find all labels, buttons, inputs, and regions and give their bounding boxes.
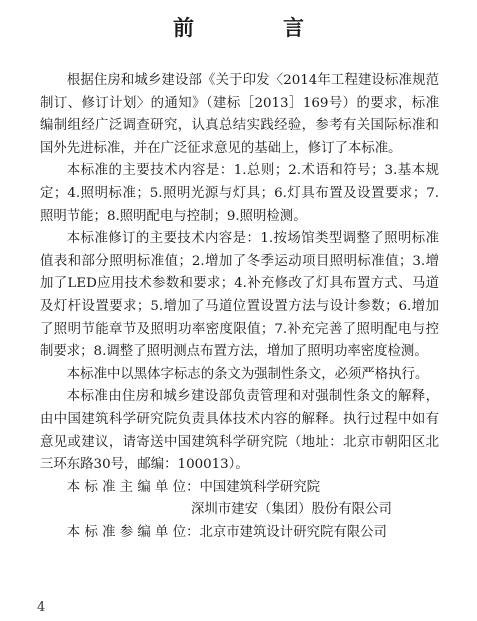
paragraph-basis: 根据住房和城乡建设部《关于印发〈2014年工程建设标准规范制订、修订计划〉的通知》（建标［2013］169号）的要求，标准编制组经广泛调查研究，认真总结实践经验，参考有关国际标准和国外先进标准，并在广泛征求意见的基础上，修订了本标准。 [40,73,439,156]
paragraph-revision-content: 本标准修订的主要技术内容是：1.按场馆类型调整了照明标准值表和部分照明标准值；2.增加了冬季运动项目照明标准值；3.增加了LED应用技术参数和要求；4.补充修改了灯具布置方式、马道及灯杆设置要求；5.增加了马道位置设置方法与设计参数；6.增加了照明节能章节及照明功率密度限值；7.补充完善了照明配电与控制要求；8.调整了照明测点布置方法，增加了照明功率密度检测。 [40,231,439,360]
chief-editor-unit-2: 深圳市建安（集团）股份有限公司 [191,502,392,518]
participant-label: 本 标 准 参 编 单 位： [66,524,200,540]
chief-editor-label: 本 标 准 主 编 单 位： [66,479,200,495]
page-number: 4 [37,600,46,615]
preface-body [40,70,439,544]
participant-line [40,522,439,545]
chief-editor-line [40,477,439,500]
preface-title: 前 言 [173,16,338,40]
paragraph-management: 本标准由住房和城乡建设部负责管理和对强制性条文的解释，由中国建筑科学研究院负责具体技术内容的解释。执行过程中如有意见或建议，请寄送中国建筑科学研究院（地址：北京市朝阳区北三环东路30号，邮编：100013）。 [40,389,439,473]
chief-editor-unit-1: 中国建筑科学研究院 [199,479,320,495]
paragraph-main-content: 本标准的主要技术内容是：1.总则；2.术语和符号；3.基本规定；4.照明标准；5.照明光源与灯具；6.灯具布置及设置要求；7.照明节能；8.照明配电与控制；9.照明检测。 [40,163,439,224]
participant-unit-1: 北京市建筑设计研究院有限公司 [199,524,387,540]
paragraph-mandatory-clauses: 本标准中以黑体字标志的条文为强制性条文，必须严格执行。 [66,366,429,382]
